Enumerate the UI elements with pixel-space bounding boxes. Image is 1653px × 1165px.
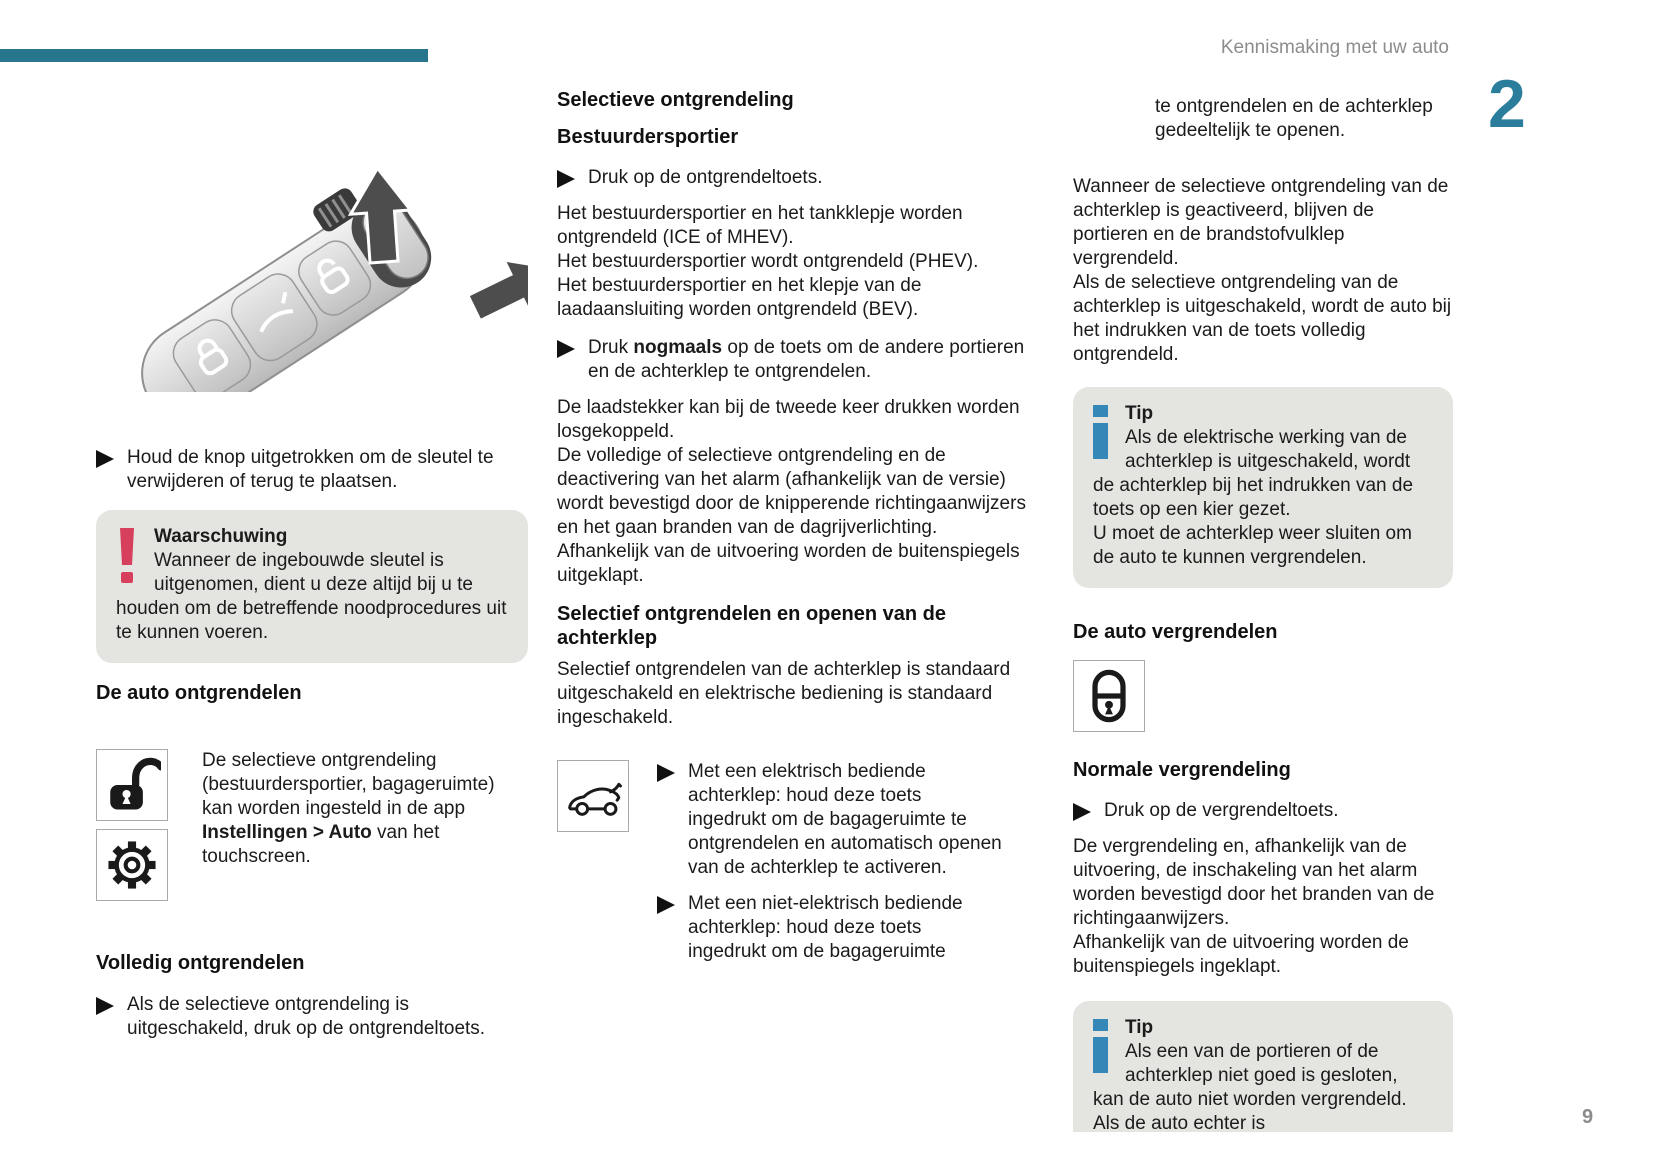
paragraph-line: Afhankelijk van de uitvoering worden de buitenspiegels uitgeklapt.	[557, 541, 1020, 586]
paragraph-line: Het bestuurdersportier en het tankklepje worden ontgrendeld (ICE of MHEV).	[557, 203, 963, 248]
bullet-triangle-icon	[96, 450, 114, 468]
confirmation-paragraph	[557, 396, 1039, 588]
continuation-text: te ontgrendelen en de achterklep gedeeltelijk te openen.	[1155, 96, 1433, 141]
full-unlock-bullet	[96, 993, 528, 1041]
press-again-post: op de toets om de andere portieren en de achterklep te ontgrendelen.	[588, 337, 1025, 382]
running-header: Kennismaking met uw auto	[1220, 37, 1449, 58]
unlock-result-paragraph	[557, 202, 1039, 322]
warning-title: Waarschuwing	[154, 526, 288, 547]
non-electric-tailgate-text: Met een niet-elektrisch bediende achterklep: houd deze toets ingedrukt om de bagageruimte	[688, 893, 963, 962]
gear-icon	[103, 836, 161, 894]
unlock-text-post: van het touchscreen.	[202, 822, 440, 867]
press-again-bold: nogmaals	[633, 337, 723, 358]
warning-box	[96, 510, 528, 663]
heading-driver-door: Bestuurdersportier	[557, 126, 739, 148]
paragraph-line: Het bestuurdersportier en het klepje van de laadaansluiting worden ontgrendeld (BEV).	[557, 275, 922, 320]
section-heading-unlock: De auto ontgrendelen	[96, 682, 302, 704]
page-number: 9	[1582, 1106, 1594, 1128]
paragraph-line: Als de selectieve ontgrendeling van de achterklep is uitgeschakeld, wordt de auto bij het indrukken van de toets volledig ontgrendeld.	[1073, 272, 1452, 365]
unlock-text-bold: Instellingen > Auto	[202, 822, 372, 843]
paragraph-line: De volledige of selectieve ontgrendeling en de deactivering van het alarm (afhankelijk van de versie) wordt bevestigd door de knipperende richtingaanwijzers en het gaan branden van de dagrijverlichting.	[557, 445, 1026, 538]
heading-normal-lock: Normale vergrendeling	[1073, 759, 1291, 781]
section-heading-lock: De auto vergrendelen	[1073, 621, 1278, 643]
heading-selective-unlock: Selectieve ontgrendeling	[557, 89, 794, 111]
lock-confirmation-paragraph	[1073, 835, 1453, 979]
bullet-triangle-icon	[557, 340, 575, 358]
paragraph-line: Afhankelijk van de uitvoering worden de buitenspiegels ingeklapt.	[1073, 932, 1409, 977]
tip-box-2	[1073, 1001, 1453, 1132]
tip-title: Tip	[1125, 1017, 1154, 1038]
bullet-triangle-icon	[1073, 803, 1091, 821]
info-icon	[1093, 405, 1109, 459]
car-tailgate-icon	[563, 766, 623, 826]
paragraph-line: Selectief ontgrendelen van de achterklep is standaard uitgeschakeld en elektrische bediening is standaard ingeschakeld.	[557, 659, 1011, 728]
bullet-triangle-icon	[96, 997, 114, 1015]
open-padlock-icon	[103, 756, 161, 814]
unlock-button-box	[96, 749, 168, 821]
full-unlock-text: Als de selectieve ontgrendeling is uitgeschakeld, druk op de ontgrendeltoets.	[127, 994, 486, 1039]
accent-bar	[0, 49, 428, 62]
exclamation-icon	[116, 528, 138, 584]
middle-column	[557, 88, 1039, 964]
press-again-pre: Druk	[588, 337, 634, 358]
instruction-text: Houd de knop uitgetrokken om de sleutel te verwijderen of terug te plaatsen.	[127, 447, 494, 492]
bullet-triangle-icon	[557, 170, 575, 188]
paragraph-line: De vergrendeling en, afhankelijk van de uitvoering, de inschakeling van het alarm worden bevestigd door het branden van de richtingaanwijzers.	[1073, 836, 1435, 929]
icon-column	[96, 749, 168, 901]
warning-body: Wanneer de ingebouwde sleutel is uitgenomen, dient u deze altijd bij u te houden om de betreffende noodprocedures uit te kunnen voeren.	[116, 550, 507, 643]
tip-title: Tip	[1125, 403, 1154, 424]
press-again-text	[588, 336, 1039, 384]
right-column	[1073, 95, 1453, 1132]
press-lock-bullet	[1073, 799, 1453, 823]
bullet-triangle-icon	[657, 896, 675, 914]
key-fob-illustration-icon	[96, 140, 528, 392]
unlock-text-pre: De selectieve ontgrendeling (bestuurdersportier, bagageruimte) kan worden ingesteld in de app	[202, 750, 495, 819]
tip-body-line: U moet de achterklep weer sluiten om de auto te kunnen vergrendelen.	[1093, 523, 1412, 568]
tip-body-line: Als de elektrische werking van de achterklep is uitgeschakeld, wordt de achterklep bij het indrukken van de toets op een kier gezet.	[1093, 427, 1414, 520]
paragraph-line: Wanneer de selectieve ontgrendeling van de achterklep is geactiveerd, blijven de portieren en de brandstofvulklep vergrendeld.	[1073, 176, 1449, 269]
paragraph-line: De laadstekker kan bij de tweede keer drukken worden losgekoppeld.	[557, 397, 1020, 442]
heading-selective-tailgate: Selectief ontgrendelen en openen van de achterklep	[557, 603, 946, 649]
settings-box	[96, 829, 168, 901]
unlock-settings-text	[202, 749, 528, 901]
press-unlock-bullet	[557, 166, 1039, 190]
electric-tailgate-bullet	[657, 760, 1002, 880]
lock-button-box	[1073, 660, 1145, 732]
selective-tailgate-paragraph	[1073, 175, 1453, 367]
paragraph-line: Het bestuurdersportier wordt ontgrendeld (PHEV).	[557, 251, 979, 272]
info-icon	[1093, 1019, 1109, 1073]
closed-padlock-icon	[1081, 668, 1137, 724]
tip-body: Als een van de portieren of de achterklep niet goed is gesloten, kan de auto niet worden vergrendeld. Als de auto echter is	[1093, 1041, 1407, 1132]
tailgate-intro-paragraph	[557, 658, 1039, 730]
tip-box-1	[1073, 387, 1453, 588]
icon-column	[557, 760, 629, 964]
press-lock-text: Druk op de vergrendeltoets.	[1104, 800, 1339, 821]
left-column	[96, 140, 528, 1041]
unlock-media-row	[96, 749, 528, 901]
chapter-number: 2	[1488, 66, 1526, 142]
instruction-bullet	[96, 446, 528, 494]
section-heading-full-unlock: Volledig ontgrendelen	[96, 952, 305, 974]
non-electric-tailgate-bullet	[657, 892, 1002, 964]
electric-tailgate-text: Met een elektrisch bediende achterklep: houd deze toets ingedrukt om de bagageruimte te ontgrendelen en automatisch openen van de achterklep te activeren.	[688, 761, 1002, 878]
tailgate-bullets	[657, 760, 1002, 964]
tailgate-media-row	[557, 760, 1039, 964]
bullet-triangle-icon	[657, 764, 675, 782]
tailgate-button-box	[557, 760, 629, 832]
press-again-bullet	[557, 336, 1039, 384]
press-unlock-text: Druk op de ontgrendeltoets.	[588, 167, 823, 188]
